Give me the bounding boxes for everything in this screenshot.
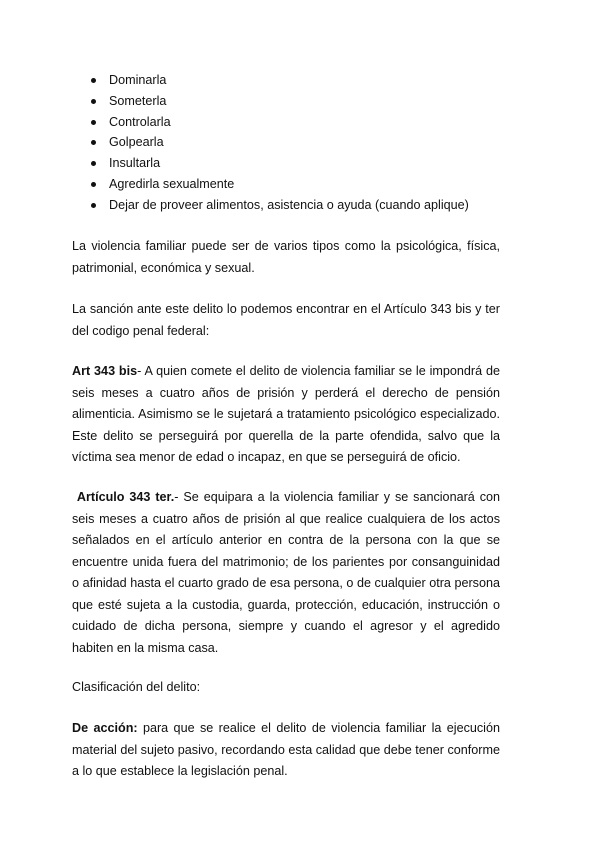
- list-item: [88, 132, 469, 153]
- bullet-icon: [91, 203, 96, 208]
- paragraph-sanction: La sanción ante este delito lo podemos encontrar en el Artículo 343 bis y ter del codigo penal federal:: [72, 302, 500, 338]
- list-item: [88, 112, 469, 133]
- paragraph-violence-types: La violencia familiar puede ser de varios tipos como la psicológica, física, patrimonial, económica y sexual.: [72, 239, 500, 275]
- list-item: [88, 174, 469, 195]
- list-item-text: Insultarla: [109, 156, 161, 171]
- de-accion-text: para que se realice el delito de violencia familiar la ejecución material del sujeto pasivo, recordando esta calidad que debe tener conforme a lo que establece la legislación penal.: [72, 721, 500, 778]
- bullet-icon: [91, 140, 96, 145]
- list-item: [88, 153, 469, 174]
- list-item-text: Someterla: [109, 93, 167, 108]
- list-item-text: Dejar de proveer alimentos, asistencia o ayuda (cuando aplique): [109, 197, 469, 212]
- bullet-icon: [91, 120, 96, 125]
- list-item: [88, 91, 469, 112]
- bullet-icon: [91, 99, 96, 104]
- article-343-ter-label: Artículo 343 ter.: [76, 490, 175, 504]
- paragraph-article-343-bis: [72, 361, 500, 469]
- bullet-icon: [91, 161, 96, 166]
- bullet-icon: [91, 182, 96, 187]
- article-343-bis-label: Art 343 bis: [72, 364, 138, 378]
- paragraph-de-accion: [72, 718, 500, 783]
- list-item-text: Agredirla sexualmente: [109, 176, 235, 191]
- list-item-text: Dominarla: [109, 73, 167, 87]
- paragraph-classification-heading: Clasificación del delito:: [72, 680, 201, 694]
- list-item: [88, 195, 469, 216]
- conduct-list: [88, 70, 469, 216]
- article-343-bis-text: - A quien comete el delito de violencia familiar se le impondrá de seis meses a cuatro años de prisión y perderá el derecho de pensión alimenticia. Asimismo se le sujetará a tratamiento psicológico especializado. Este delito se perseguirá por querella de la parte ofendida, salvo que la víctima sea menor de edad o incapaz, en que se perseguirá de oficio.: [72, 364, 500, 464]
- list-item-text: Golpearla: [109, 135, 164, 150]
- article-343-ter-text: - Se equipara a la violencia familiar y se sancionará con seis meses a cuatro años de prisión al que realice cualquiera de los actos señalados en el artículo anterior en contra de la persona con la que se encuentre unida fuera del matrimonio; de los parientes por consanguinidad o afinidad hasta el cuarto grado de esa persona, o de cualquier otra persona que esté sujeta a la custodia, guarda, protección, educación, instrucción o cuidado de dicha persona, siempre y cuando el agresor y el agredido habiten en la misma casa.: [72, 490, 500, 655]
- list-item: [88, 70, 469, 91]
- list-item-text: Controlarla: [109, 114, 171, 129]
- paragraph-article-343-ter: [72, 487, 500, 659]
- de-accion-label: De acción:: [72, 721, 138, 735]
- bullet-icon: [91, 78, 96, 83]
